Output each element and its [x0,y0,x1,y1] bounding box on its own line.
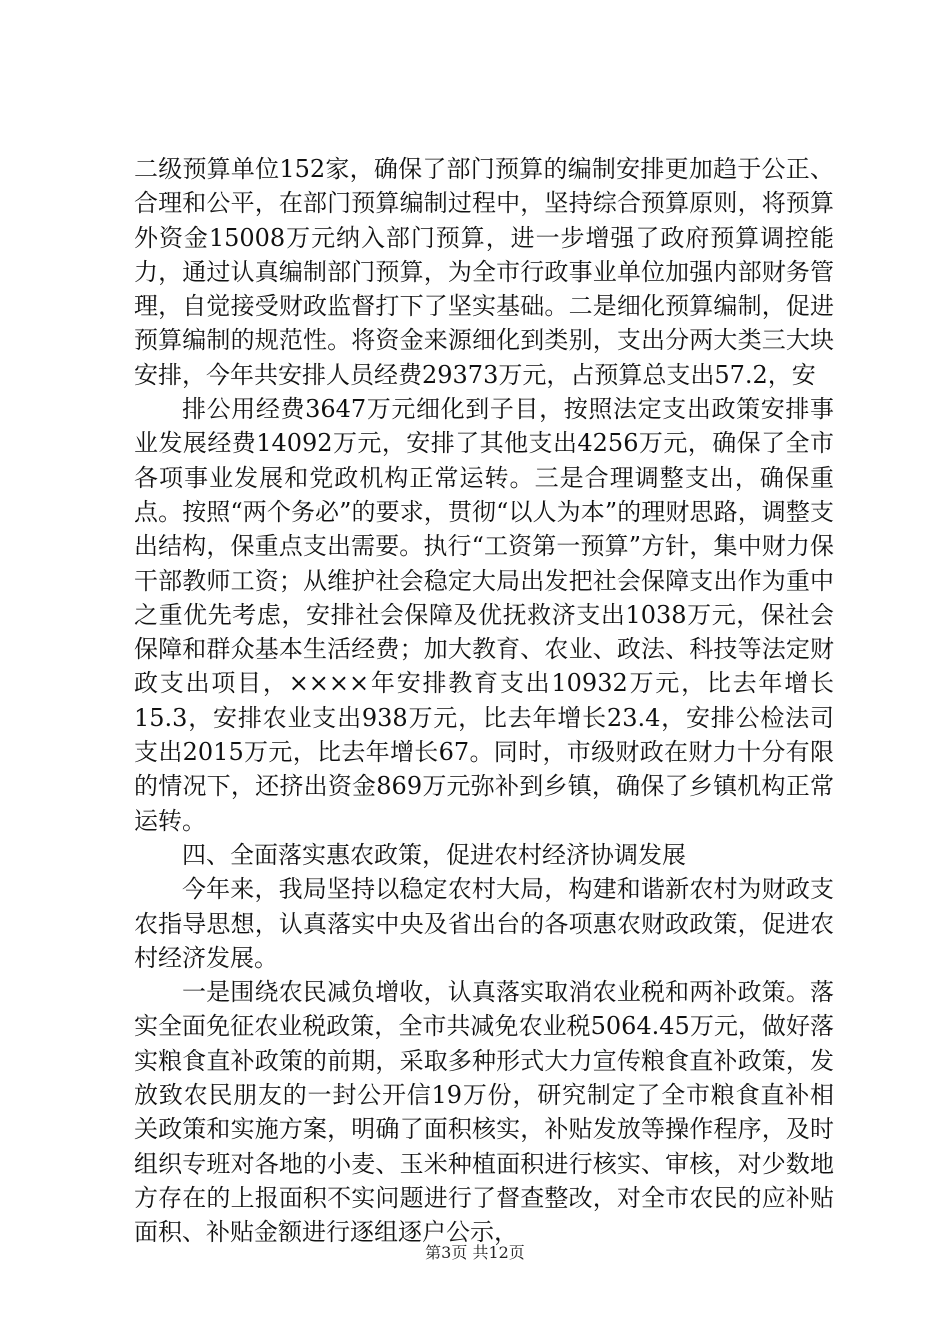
paragraph-2: 排公用经费3647万元细化到子目，按照法定支出政策安排事业发展经费14092万元，安排了其他支出4256万元，确保了全市各项事业发展和党政机构正常运转。三是合理调整支出，确保重点。按照“两个务必”的要求，贯彻“以人为本”的理财思路，调整支出结构，保重点支出需要。执行“工资第一预算”方针，集中财力保干部教师工资；从维护社会稳定大局出发把社会保障支出作为重中之重优先考虑，安排社会保障及优抚救济支出1038万元，保社会保障和群众基本生活经费；加大教育、农业、政法、科技等法定财政支出项目，××××年安排教育支出10932万元，比去年增长15.3，安排农业支出938万元，比去年增长23.4，安排公检法司支出2015万元，比去年增长67。同时，市级财政在财力十分有限的情况下，还挤出资金869万元弥补到乡镇，确保了乡镇机构正常运转。 [134,395,834,835]
document-body [134,152,834,1250]
section-heading-4: 四、全面落实惠农政策，促进农村经济协调发展 [182,840,686,869]
paragraph-1: 二级预算单位152家，确保了部门预算的编制安排更加趋于公正、合理和公平，在部门预算编制过程中，坚持综合预算原则，将预算外资金15008万元纳入部门预算，进一步增强了政府预算调控能力，通过认真编制部门预算，为全市行政事业单位加强内部财务管理，自觉接受财政监督打下了坚实基础。二是细化预算编制，促进预算编制的规范性。将资金来源细化到类别，支出分两大类三大块安排，今年共安排人员经费29373万元，占预算总支出57.2，安 [134,155,834,389]
paragraph-4: 一是围绕农民减负增收，认真落实取消农业税和两补政策。落实全面免征农业税政策，全市共减免农业税5064.45万元，做好落实粮食直补政策的前期，采取多种形式大力宣传粮食直补政策，发放致农民朋友的一封公开信19万份，研究制定了全市粮食直补相关政策和实施方案，明确了面积核实，补贴发放等操作程序，及时组织专班对各地的小麦、玉米种植面积进行核实、审核，对少数地方存在的上报面积不实问题进行了督查整改，对全市农民的应补贴面积、补贴金额进行逐组逐户公示， [134,978,834,1247]
paragraph-3: 今年来，我局坚持以稳定农村大局，构建和谐新农村为财政支农指导思想，认真落实中央及省出台的各项惠农财政政策，促进农村经济发展。 [134,875,834,972]
page-number: 第3页 共12页 [425,1243,525,1262]
page-footer [0,1243,950,1263]
